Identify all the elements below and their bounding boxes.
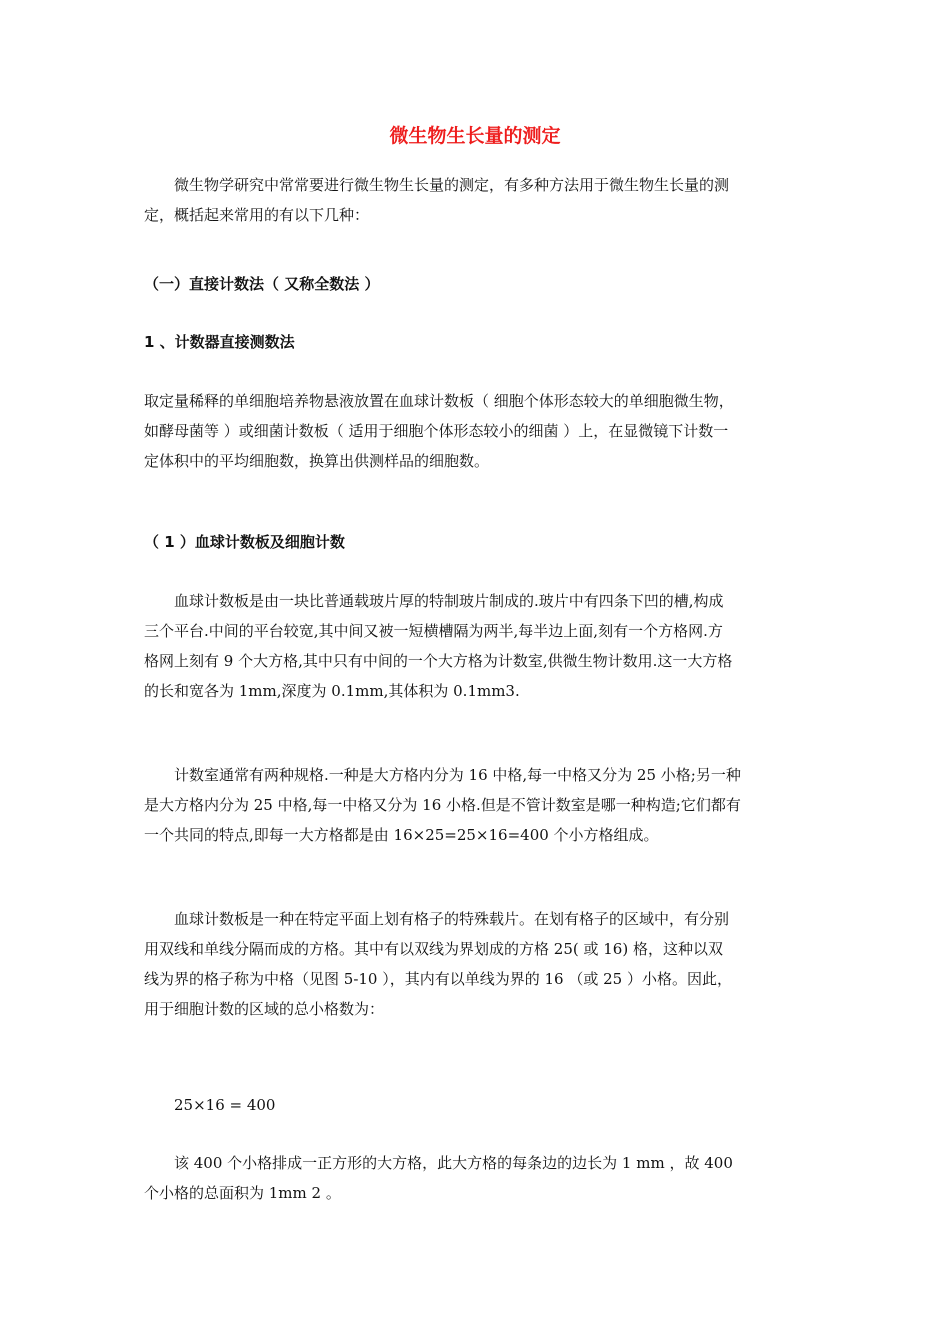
section-heading: （一）直接计数法（ 又称全数法 ） (144, 275, 380, 293)
text-line: 一个共同的特点,即每一大方格都是由 16×25=25×16=400 个小方格组成。 (144, 826, 659, 844)
paragraph-area (144, 1148, 808, 1208)
paragraph-grid (144, 904, 808, 1024)
text-line: 用于细胞计数的区域的总小格数为： (144, 1000, 385, 1018)
text-line: 微生物学研究中常常要进行微生物生长量的测定，有多种方法用于微生物生长量的测 (174, 176, 730, 194)
paragraph-counting-method (144, 386, 808, 476)
text-line: 该 400 个小格排成一正方形的大方格，此大方格的每条边的边长为 1 mm ，故 400 (174, 1154, 733, 1172)
text-line: 计数室通常有两种规格.一种是大方格内分为 16 中格,每一中格又分为 25 小格;另一种 (174, 766, 741, 784)
text-line: 取定量稀释的单细胞培养物悬液放置在血球计数板（ 细胞个体形态较大的单细胞微生物， (144, 392, 734, 410)
text-line: 用双线和单线分隔而成的方格。其中有以双线为界划成的方格 25( 或 16) 格，这种以双 (144, 940, 723, 958)
text-line: 定体积中的平均细胞数，换算出供测样品的细胞数。 (144, 452, 490, 470)
text-line: 血球计数板是一种在特定平面上划有格子的特殊载片。在划有格子的区域中，有分别 (174, 910, 730, 928)
text-line: 如酵母菌等 ）或细菌计数板（ 适用于细胞个体形态较小的细菌 ）上，在显微镜下计数一 (144, 422, 729, 440)
document-title: 微生物生长量的测定 (389, 125, 561, 147)
text-line: 定，概括起来常用的有以下几种： (144, 206, 370, 224)
text-line: 是大方格内分为 25 中格,每一中格又分为 16 小格.但是不管计数室是哪一种构造;它们都有 (144, 796, 741, 814)
formula (144, 1090, 808, 1120)
text-line: 格网上刻有 9 个大方格,其中只有中间的一个大方格为计数室,供微生物计数用.这一大方格 (144, 652, 733, 670)
text-line: 线为界的格子称为中格（见图 5-10 ），其内有以单线为界的 16 （或 25 ）小格。因此， (144, 970, 732, 988)
intro-paragraph (144, 170, 808, 230)
text-line: 个小格的总面积为 1mm 2 。 (144, 1184, 341, 1202)
formula-line: 25×16 = 400 (174, 1096, 276, 1114)
paragraph-chamber-specs (144, 760, 808, 850)
subsection-heading: （ 1 ）血球计数板及细胞计数 (144, 533, 345, 551)
text-line: 血球计数板是由一块比普通载玻片厚的特制玻片制成的.玻片中有四条下凹的槽,构成 (174, 592, 724, 610)
text-line: 的长和宽各为 1mm,深度为 0.1mm,其体积为 0.1mm3. (144, 682, 520, 700)
subsection-heading: 1 、计数器直接测数法 (144, 333, 295, 351)
text-line: 三个平台.中间的平台较宽,其中间又被一短横槽隔为两半,每半边上面,刻有一个方格网.方 (144, 622, 723, 640)
paragraph-hemocytometer (144, 586, 808, 706)
